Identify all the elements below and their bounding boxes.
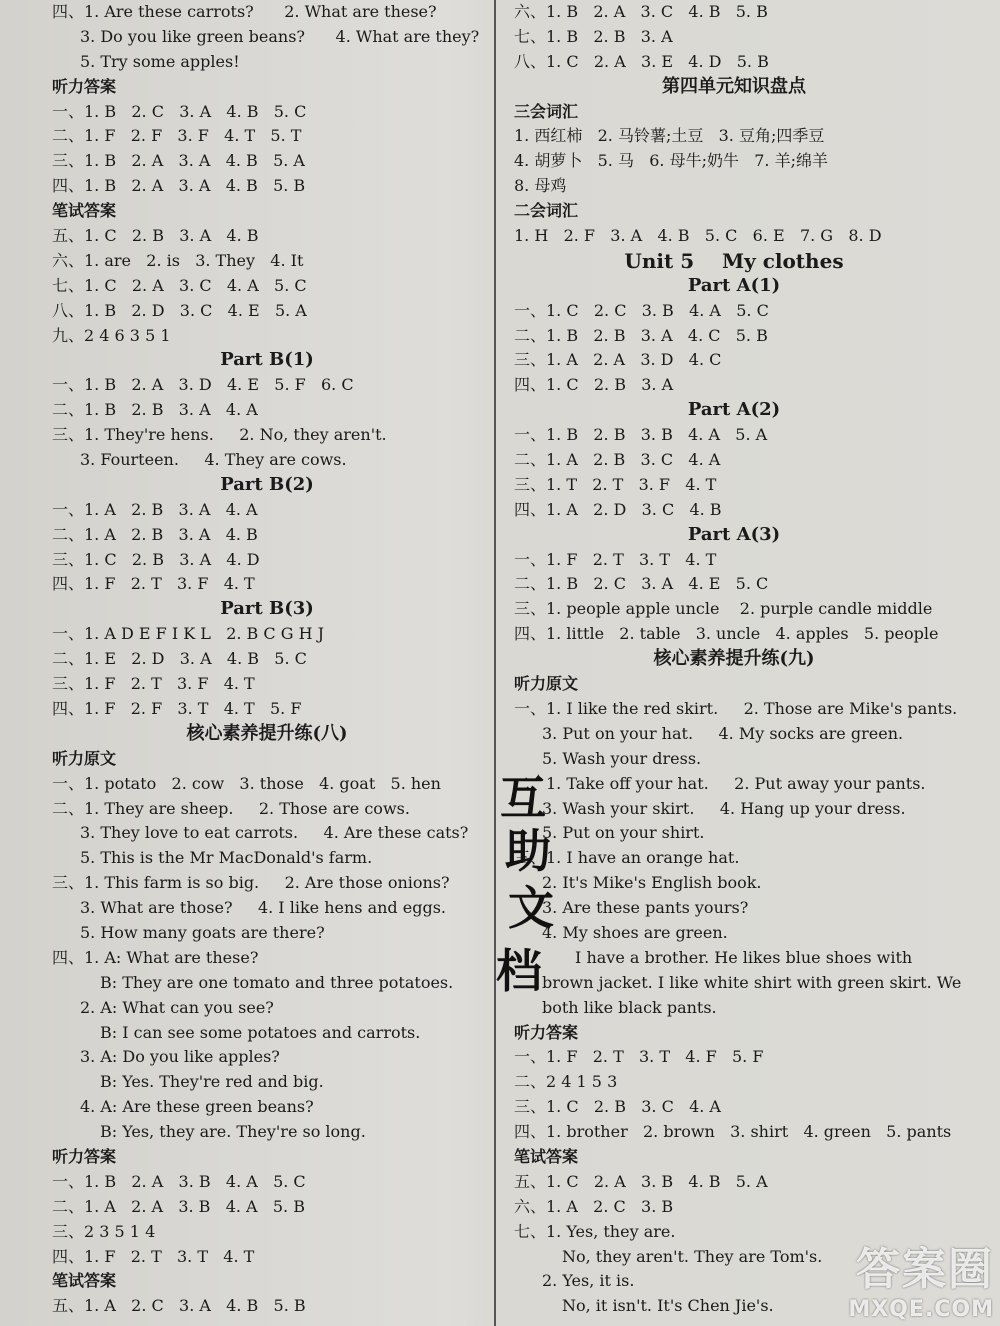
answer-line: 四、1. F 2. F 3. T 4. T 5. F xyxy=(52,698,302,718)
answer-line: 3. Are these pants yours? xyxy=(542,898,749,918)
answer-line: 七、1. C 2. A 3. C 4. A 5. C xyxy=(52,275,307,295)
answer-line: 三、1. T 2. T 3. F 4. T xyxy=(514,474,717,494)
answer-line: 二、1. E 2. D 3. A 4. B 5. C xyxy=(52,649,307,669)
watermark-url: MXQE.COM xyxy=(848,1297,994,1322)
answer-line: 二、1. A 2. B 3. A 4. B xyxy=(52,524,258,544)
answer-line: 一、1. B 2. B 3. B 4. A 5. A xyxy=(514,425,768,445)
watermark-logo-text: 答案圈 xyxy=(856,1244,994,1295)
answer-line: 四、1. F 2. T 3. F 4. T xyxy=(52,574,255,594)
answer-line: 四、1. C 2. B 3. A xyxy=(514,375,674,395)
right-column xyxy=(514,0,962,1319)
answer-line: 二、1. B 2. B 3. A 4. C 5. B xyxy=(514,325,768,345)
answer-line: 三、1. people apple uncle 2. purple candle middle xyxy=(514,599,933,619)
subsection-label: 听力答案 xyxy=(514,1022,579,1042)
answer-line: 四、1. little 2. table 3. uncle 4. apples 5. people xyxy=(514,624,939,644)
subsection-label: 听力答案 xyxy=(52,1146,117,1166)
section-heading: Part A(3) xyxy=(687,523,781,545)
answer-line: 4. My shoes are green. xyxy=(542,922,728,942)
answer-line: 八、1. B 2. D 3. C 4. E 5. A xyxy=(52,300,307,320)
answer-line: brown jacket. I like white shirt with green skirt. We xyxy=(542,972,962,992)
subsection-label: 听力答案 xyxy=(52,76,117,96)
section-heading: Part A(1) xyxy=(687,274,781,296)
answer-line: 五、1. C 2. A 3. B 4. B 5. A xyxy=(514,1171,768,1191)
handwritten-stamp-4: 档 xyxy=(496,944,542,998)
answer-line: 六、1. are 2. is 3. They 4. It xyxy=(52,250,304,270)
section-heading: 第四单元知识盘点 xyxy=(662,75,806,97)
answer-line: 三、1. They're hens. 2. No, they aren't. xyxy=(52,425,387,445)
column-divider xyxy=(494,0,496,1326)
answer-line: 二、1. F 2. F 3. F 4. T 5. T xyxy=(52,126,302,146)
answer-line: 3. Fourteen. 4. They are cows. xyxy=(80,450,347,470)
section-heading: Part B(3) xyxy=(220,598,314,620)
answer-line: 3. Do you like green beans? 4. What are they? xyxy=(80,26,480,46)
handwritten-stamp-3: 文 xyxy=(508,881,554,935)
answer-line: 4. A: Are these green beans? xyxy=(80,1097,314,1117)
answer-line: 九、2 4 6 3 5 1 xyxy=(52,325,171,345)
answer-line: 六、1. B 2. A 3. C 4. B 5. B xyxy=(514,2,768,21)
answer-line: 七、1. B 2. B 3. A xyxy=(514,26,673,46)
answer-line: 3. Put on your hat. 4. My socks are green. xyxy=(542,723,904,743)
answer-line: 5. Wash your dress. xyxy=(542,748,702,768)
subsection-label: 听力原文 xyxy=(514,674,579,694)
section-heading: Part B(1) xyxy=(220,349,314,371)
subsection-label: 三会词汇 xyxy=(514,101,579,121)
subsection-label: 笔试答案 xyxy=(514,1146,579,1166)
answer-line: 一、1. B 2. A 3. D 4. E 5. F 6. C xyxy=(52,375,354,395)
subsection-label: 二会词汇 xyxy=(514,201,579,221)
answer-line: 一、1. A D E F I K L 2. B C G H J xyxy=(52,624,325,644)
answer-line: 六、1. A 2. C 3. B xyxy=(514,1196,674,1216)
answer-line: 3. Wash your skirt. 4. Hang up your dress. xyxy=(542,798,906,818)
subsection-label: 笔试答案 xyxy=(52,201,117,221)
answer-line: 3. They love to eat carrots. 4. Are these cats? xyxy=(80,823,469,843)
left-column xyxy=(52,0,482,1319)
answer-line: 三、1. F 2. T 3. F 4. T xyxy=(52,674,255,694)
answer-line: 四、1. Are these carrots? 2. What are these? xyxy=(52,2,437,21)
answer-line: 五、1. A 2. C 3. A 4. B 5. B xyxy=(52,1296,306,1316)
answer-line: both like black pants. xyxy=(542,997,717,1017)
answer-line: 七、1. Yes, they are. xyxy=(514,1221,676,1241)
answer-line: 四、1. B 2. A 3. A 4. B 5. B xyxy=(52,176,306,196)
answer-line: No, it isn't. It's Chen Jie's. xyxy=(562,1296,774,1316)
handwritten-stamp-1: 互 xyxy=(500,771,546,825)
answer-line: 一、1. B 2. C 3. A 4. B 5. C xyxy=(52,101,307,121)
handwritten-stamp-2: 助 xyxy=(505,824,551,878)
answer-line: 一、1. B 2. A 3. B 4. A 5. C xyxy=(52,1171,306,1191)
answer-line: 5. Try some apples! xyxy=(80,51,240,71)
answer-line: 二、2 4 1 5 3 xyxy=(514,1072,618,1092)
answer-line: 3. A: Do you like apples? xyxy=(80,1047,280,1067)
answer-line: B: Yes, they are. They're so long. xyxy=(100,1122,366,1142)
answer-line: 一、1. potato 2. cow 3. those 4. goat 5. hen xyxy=(52,773,441,793)
answer-line: 一、1. F 2. T 3. T 4. T xyxy=(514,549,717,569)
site-watermark xyxy=(848,1233,994,1322)
answer-line: 一、1. I like the red skirt. 2. Those are Mike's pants. xyxy=(514,698,958,718)
subsection-label: 笔试答案 xyxy=(52,1271,117,1291)
answer-line: 四、1. A 2. D 3. C 4. B xyxy=(514,499,722,519)
answer-line: 5. Put on your shirt. xyxy=(542,823,705,843)
answer-line: 4. 胡萝卜 5. 马 6. 母牛;奶牛 7. 羊;绵羊 xyxy=(514,151,828,171)
answer-line: 二、1. A 2. B 3. C 4. A xyxy=(514,450,721,470)
answer-line: B: They are one tomato and three potatoes. xyxy=(100,972,454,992)
answer-line: 五、1. C 2. B 3. A 4. B xyxy=(52,226,259,246)
answer-line: 一、1. F 2. T 3. T 4. F 5. F xyxy=(514,1047,764,1067)
answer-line: 三、1. B 2. A 3. A 4. B 5. A xyxy=(52,151,305,171)
answer-line: 8. 母鸡 xyxy=(514,176,567,196)
answer-line: 二、1. They are sheep. 2. Those are cows. xyxy=(52,798,410,818)
answer-line: 三、1. This farm is so big. 2. Are those onions? xyxy=(52,873,450,893)
answer-line: 1. 西红柿 2. 马铃薯;土豆 3. 豆角;四季豆 xyxy=(514,126,825,146)
section-heading: Part A(2) xyxy=(687,399,781,421)
section-heading: Unit 5 My clothes xyxy=(624,248,844,273)
answer-line: 二、1. A 2. A 3. B 4. A 5. B xyxy=(52,1196,305,1216)
answer-line: 四、1. A: What are these? xyxy=(52,947,259,967)
answer-line: 一、1. C 2. C 3. B 4. A 5. C xyxy=(514,300,769,320)
answer-line: 1. H 2. F 3. A 4. B 5. C 6. E 7. G 8. D xyxy=(514,226,882,246)
answer-line: 三、2 3 5 1 4 xyxy=(52,1221,156,1241)
answer-line: 2. It's Mike's English book. xyxy=(542,873,762,893)
section-heading: Part B(2) xyxy=(220,473,314,495)
answer-line: 三、1. C 2. B 3. C 4. A xyxy=(514,1097,721,1117)
answer-line: B: Yes. They're red and big. xyxy=(100,1072,324,1092)
answer-line: 二、1. Take off your hat. 2. Put away your pants. xyxy=(514,773,926,793)
answer-line: 四、1. F 2. T 3. T 4. T xyxy=(52,1246,255,1266)
answer-line: 5. How many goats are there? xyxy=(80,922,325,942)
answer-line: 二、1. B 2. C 3. A 4. E 5. C xyxy=(514,574,769,594)
answer-line: 二、1. B 2. B 3. A 4. A xyxy=(52,400,258,420)
answer-line: 三、1. C 2. B 3. A 4. D xyxy=(52,549,260,569)
subsection-label: 听力原文 xyxy=(52,748,117,768)
answer-line: 一、1. A 2. B 3. A 4. A xyxy=(52,499,258,519)
answer-line: 2. A: What can you see? xyxy=(80,997,274,1017)
answer-line: 四、1. brother 2. brown 3. shirt 4. green 5. pants xyxy=(514,1122,952,1142)
section-heading: 核心素养提升练(九) xyxy=(653,648,815,670)
answer-line: I have a brother. He likes blue shoes with xyxy=(514,947,913,967)
answer-line: 三、1. I have an orange hat. xyxy=(514,848,740,868)
answer-line: 3. What are those? 4. I like hens and eggs. xyxy=(80,898,446,918)
answer-line: 三、1. A 2. A 3. D 4. C xyxy=(514,350,722,370)
section-heading: 核心素养提升练(八) xyxy=(186,722,348,744)
answer-line: 八、1. C 2. A 3. E 4. D 5. B xyxy=(514,51,769,71)
answer-line: No, they aren't. They are Tom's. xyxy=(562,1246,823,1266)
answer-line: 5. This is the Mr MacDonald's farm. xyxy=(80,848,373,868)
answer-line: 2. Yes, it is. xyxy=(542,1271,635,1291)
answer-line: B: I can see some potatoes and carrots. xyxy=(100,1022,421,1042)
